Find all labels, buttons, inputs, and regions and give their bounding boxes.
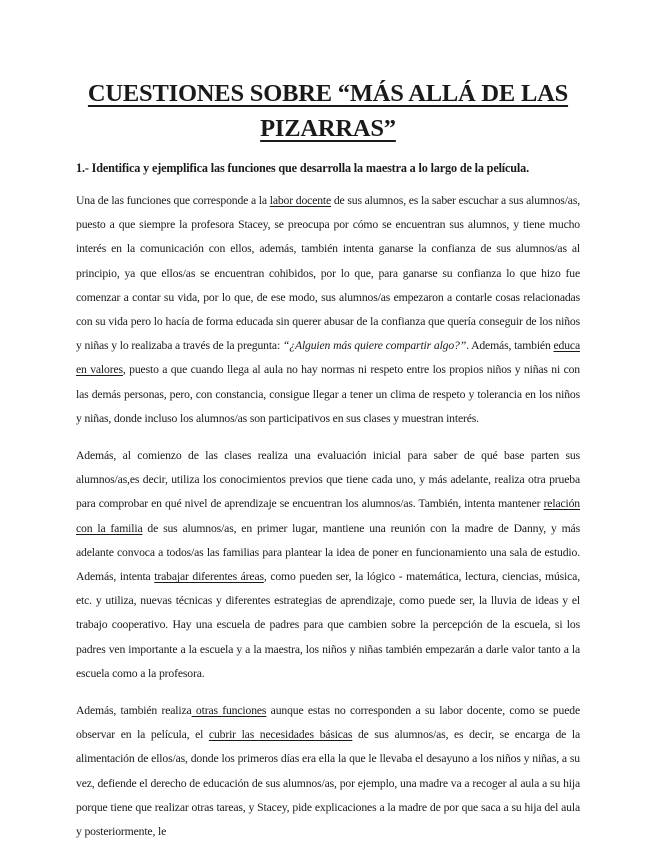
title-line-2: PIZARRAS”	[260, 115, 396, 142]
paragraph-2	[76, 444, 580, 686]
underlined-term: relación con la familia	[76, 497, 580, 535]
paragraph-text: Además, al comienzo de las clases realiza una evaluación inicial para saber de qué base parten sus alumnos/as,es decir, utiliza los conocimientos previos que tiene cada uno, y más adelante, realiza otra prueba para comprobar en qué nivel de aprendizaje se encuentran los alumnos/as. También, intenta mantener	[76, 449, 580, 511]
paragraph-text: Además, también realiza	[76, 704, 192, 718]
paragraph-1	[76, 189, 580, 431]
underlined-term: cubrir las necesidades básicas	[208, 728, 353, 742]
underlined-term: trabajar diferentes áreas	[154, 570, 264, 584]
quoted-question: “¿Alguien más quiere compartir algo?”	[282, 339, 467, 353]
paragraph-text: de sus alumnos/as, en primer lugar, mantiene una reunión con la madre de Danny, y más adelante convoca a todos/as las familias para plantear la idea de poner en funcionamiento una sala de estudio. Además, intenta	[76, 521, 580, 584]
underlined-term: educa en valores	[76, 339, 580, 377]
paragraph-text: , puesto a que cuando llega al aula no hay normas ni respeto entre los propios niños y niñas ni con las demás personas, pero, con constancia, consigue llegar a tener un clima de respeto y tolerancia en los niños y niñas, donde incluso los alumnos/as son participativos en sus clases y muestran interés.	[76, 363, 580, 425]
underlined-term: labor docente	[269, 194, 332, 207]
paragraph-text: Una de las funciones que corresponde a la	[76, 194, 270, 207]
paragraph-text: . Además, también	[466, 339, 554, 353]
paragraph-3	[76, 699, 580, 844]
paragraph-text: aunque estas no corresponden a su labor docente, como se puede observar en la película, el	[76, 704, 580, 742]
paragraph-text: de sus alumnos/as, es decir, se encarga de la alimentación de ellos/as, donde los primeros días era ella la que le llevaba el desayuno a los niños y niñas, a su vez, defiende el derecho de educación de sus alumnos/as, por ejemplo, una madre va a recoger al aula a su hija porque tiene que realizar otras tareas, y Stacey, pide explicaciones a la madre de por que saca a su hija del aula y posteriormente, le	[76, 728, 581, 839]
paragraph-text: de sus alumnos, es la saber escuchar a sus alumnos/as, puesto a que siempre la profesora Stacey, se preocupa por cómo se encuentran sus alumnos, y tiene mucho interés en la comunicación con ellos, además, también intenta ganarse la confianza de sus alumnos/as al principio, ya que ellos/as se encuentran cohibidos, por lo que, para ganarse su confianza lo que hizo fue comenzar a contar su vida, por lo que, de ese modo, sus alumnos/as empezaron a contarle cosas relacionadas con su vida pero lo hacía de forma educada sin querer abusar de la confianza que quería conseguir de los niños y niñas y lo realizaba a través de la pregunta:	[76, 194, 580, 353]
document-page	[76, 76, 580, 844]
title-line-1: CUESTIONES SOBRE “MÁS ALLÁ DE LAS	[87, 80, 569, 107]
underlined-term: otras funciones	[191, 704, 267, 718]
paragraph-text: , como pueden ser, la lógico - matemática, lectura, ciencias, música, etc. y utiliza, nuevas técnicas y diferentes estrategias de aprendizaje, como puede ser, la lluvia de ideas y el trabajo cooperativo. Hay una escuela de padres para que cambien sobre la percepción de la escuela, si los padres ven importante a la escuela y a la maestra, los niños y niñas también empezarán a darle valor tanto a la escuela como a la profesora.	[76, 570, 580, 680]
question-1: 1.- Identifica y ejemplifica las funciones que desarrolla la maestra a lo largo de la película.	[76, 161, 530, 175]
document-title	[76, 76, 580, 146]
